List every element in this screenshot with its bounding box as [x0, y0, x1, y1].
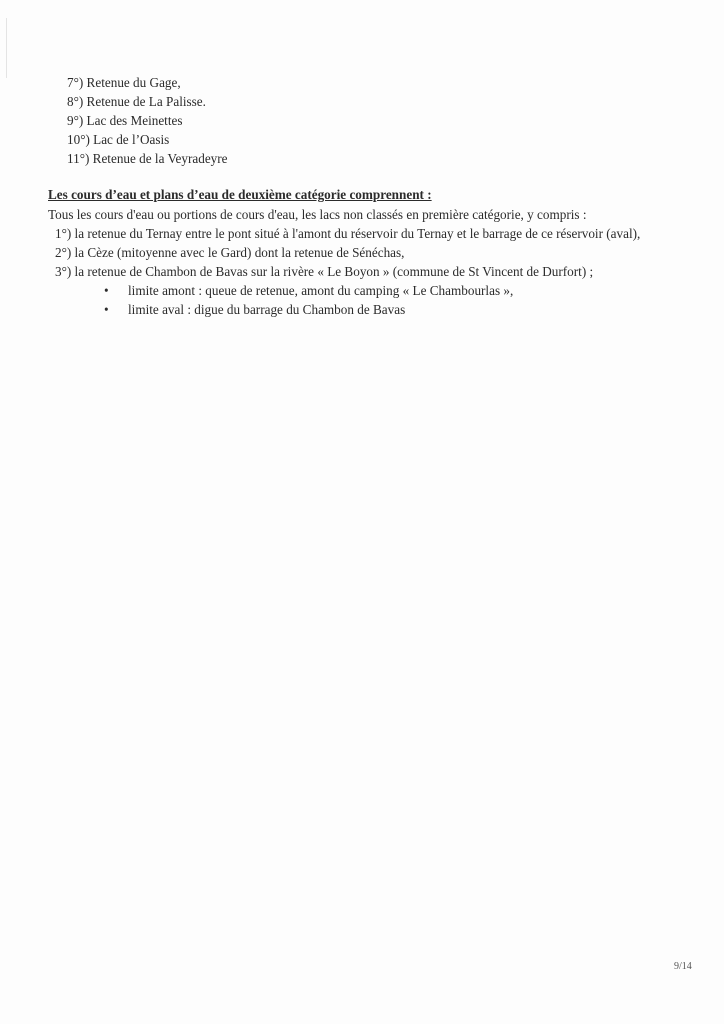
section-heading: Les cours d’eau et plans d’eau de deuxième catégorie comprennent : — [48, 187, 432, 202]
bullet-text: limite aval : digue du barrage du Chambon de Bavas — [128, 302, 406, 317]
list-item-9: 9°) Lac des Meinettes — [67, 113, 183, 128]
bullet-icon: • — [104, 283, 109, 298]
bullet-item-upstream — [104, 283, 513, 299]
scan-edge-mark — [6, 18, 7, 78]
list-item-7: 7°) Retenue du Gage, — [67, 75, 181, 90]
bullet-item-downstream — [104, 302, 405, 318]
section-intro: Tous les cours d'eau ou portions de cours d'eau, les lacs non classés en première catégorie, y compris : — [48, 207, 587, 222]
section-item-2: 2°) la Cèze (mitoyenne avec le Gard) dont la retenue de Sénéchas, — [55, 245, 405, 260]
section-item-1: 1°) la retenue du Ternay entre le pont situé à l'amont du réservoir du Ternay et le barrage de ce réservoir (aval), — [55, 226, 641, 241]
list-item-10: 10°) Lac de l’Oasis — [67, 132, 170, 147]
list-item-8: 8°) Retenue de La Palisse. — [67, 94, 206, 109]
list-item-11: 11°) Retenue de la Veyradeyre — [67, 151, 228, 166]
bullet-text: limite amont : queue de retenue, amont du camping « Le Chambourlas », — [128, 283, 514, 298]
section-item-3: 3°) la retenue de Chambon de Bavas sur la rivère « Le Boyon » (commune de St Vincent de Durfort) ; — [55, 264, 594, 279]
bullet-icon: • — [104, 302, 109, 317]
page-number: 9/14 — [674, 961, 692, 972]
